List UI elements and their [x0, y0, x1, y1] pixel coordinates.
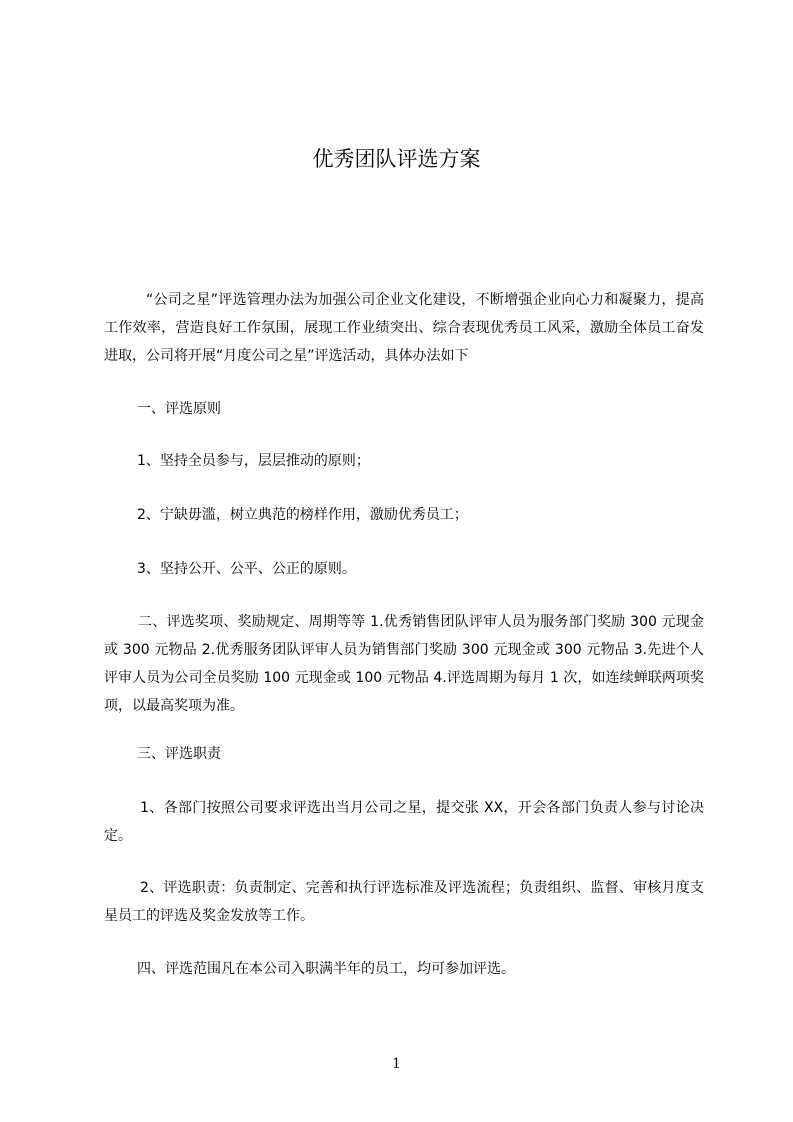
- section-heading-principles: 一、评选原则: [137, 401, 221, 417]
- section-awards-paragraph: 二、评选奖项、奖励规定、周期等等 1.优秀销售团队评审人员为服务部门奖励 300 元现金或 300 元物品 2.优秀服务团队评审人员为销售部门奖励 300 元现金或 300 元物品 3.先进个人评审人员为公司全员奖励 100 元现金或 100 元物品 4.评选周期为每月 1 次，如连续蝉联两项奖项，以最高奖项为准。: [104, 614, 704, 714]
- page-number: 1: [392, 1056, 401, 1072]
- principle-item-3: 3、坚持公开、公平、公正的原则。: [137, 561, 356, 577]
- principle-item-2: 2、宁缺毋滥，树立典范的榜样作用，激励优秀员工；: [137, 507, 468, 523]
- principle-item-1: 1、坚持全员参与，层层推动的原则；: [137, 453, 370, 469]
- intro-paragraph: “公司之星”评选管理办法为加强公司企业文化建设，不断增强企业向心力和凝聚力，提高工作效率，营造良好工作氛围，展现工作业绩突出、综合表现优秀员工风采，激励全体员工奋发进取，公司将开展“月度公司之星”评选活动，具体办法如下: [104, 292, 704, 364]
- duty-item-1: 1、各部门按照公司要求评选出当月公司之星，提交张 XX，开会各部门负责人参与讨论决定。: [104, 800, 704, 844]
- document-title: 优秀团队评选方案: [312, 147, 481, 171]
- section-heading-duties: 三、评选职责: [137, 746, 221, 762]
- duty-item-2: 2、评选职责：负责制定、完善和执行评选标准及评选流程；负责组织、监督、审核月度支星员工的评选及奖金发放等工作。: [104, 880, 704, 924]
- section-scope-paragraph: 四、评选范围凡在本公司入职满半年的员工，均可参加评选。: [137, 961, 515, 977]
